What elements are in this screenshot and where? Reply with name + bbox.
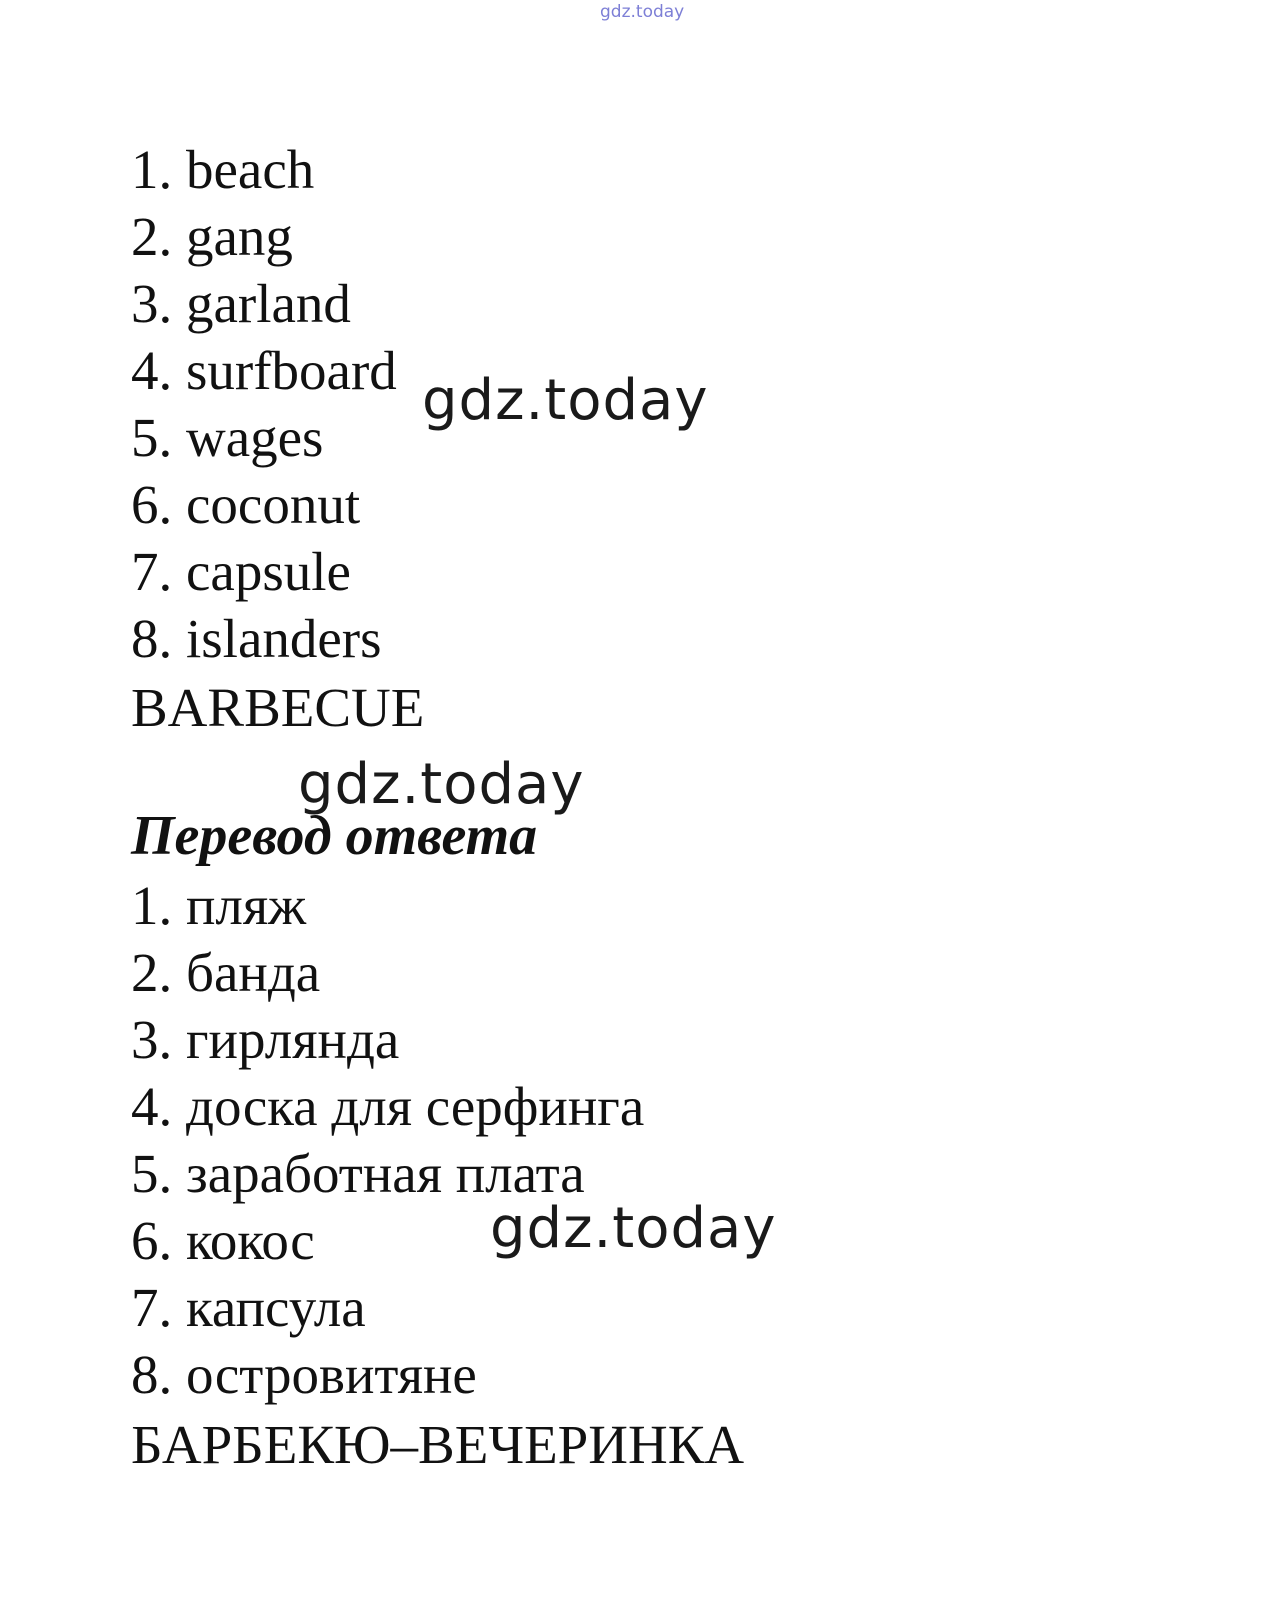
- item-number: 8.: [131, 1344, 173, 1405]
- list-item: [131, 404, 397, 471]
- russian-word-list: [131, 872, 644, 1408]
- item-word: капсула: [186, 1277, 366, 1338]
- translation-heading: Перевод ответа: [131, 805, 538, 867]
- item-number: 2.: [131, 206, 173, 267]
- list-item: [131, 270, 397, 337]
- item-number: 7.: [131, 1277, 173, 1338]
- item-number: 5.: [131, 407, 173, 468]
- item-number: 6.: [131, 1210, 173, 1271]
- list-item: [131, 538, 397, 605]
- list-item: [131, 136, 397, 203]
- item-number: 5.: [131, 1143, 173, 1204]
- list-item: [131, 337, 397, 404]
- item-word: garland: [186, 273, 351, 334]
- item-word: гирлянда: [186, 1009, 400, 1070]
- item-word: банда: [186, 942, 321, 1003]
- item-word: islanders: [186, 608, 382, 669]
- item-word: capsule: [186, 541, 351, 602]
- list-item: [131, 872, 644, 939]
- list-item: [131, 605, 397, 672]
- item-number: 6.: [131, 474, 173, 535]
- list-item: [131, 1073, 644, 1140]
- item-number: 3.: [131, 1009, 173, 1070]
- item-word: заработная плата: [186, 1143, 585, 1204]
- item-number: 3.: [131, 273, 173, 334]
- item-number: 4.: [131, 1076, 173, 1137]
- item-word: доска для серфинга: [186, 1076, 645, 1137]
- item-number: 1.: [131, 875, 173, 936]
- item-word: gang: [186, 206, 293, 267]
- list-item: [131, 1341, 644, 1408]
- list-item: [131, 203, 397, 270]
- list-item: [131, 939, 644, 1006]
- list-item: [131, 1006, 644, 1073]
- list-item: [131, 471, 397, 538]
- watermark: gdz.today: [422, 368, 709, 433]
- item-number: 7.: [131, 541, 173, 602]
- item-word: островитяне: [186, 1344, 477, 1405]
- watermark: gdz.today: [298, 752, 585, 817]
- item-number: 8.: [131, 608, 173, 669]
- item-word: beach: [186, 139, 315, 200]
- item-word: coconut: [186, 474, 361, 535]
- english-answer: BARBECUE: [131, 677, 425, 738]
- item-word: пляж: [186, 875, 307, 936]
- list-item: [131, 1274, 644, 1341]
- english-word-list: [131, 136, 397, 672]
- item-word: кокос: [186, 1210, 315, 1271]
- item-word: wages: [186, 407, 324, 468]
- top-watermark: gdz.today: [600, 2, 685, 22]
- item-number: 4.: [131, 340, 173, 401]
- watermark: gdz.today: [490, 1196, 777, 1261]
- item-word: surfboard: [186, 340, 397, 401]
- item-number: 1.: [131, 139, 173, 200]
- russian-answer: БАРБЕКЮ–ВЕЧЕРИНКА: [131, 1414, 745, 1475]
- item-number: 2.: [131, 942, 173, 1003]
